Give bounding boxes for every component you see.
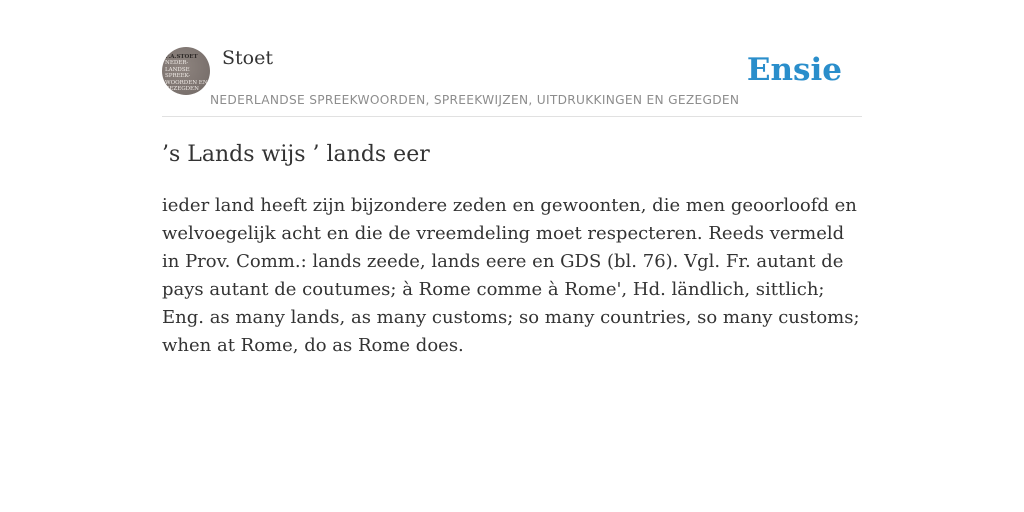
- source-subtitle: NEDERLANDSE SPREEKWOORDEN, SPREEKWIJZEN, UITDRUKKINGEN EN GEZEGDEN: [210, 93, 740, 107]
- entry-title: ’s Lands wijs ’ lands eer: [162, 142, 430, 167]
- source-name[interactable]: Stoet: [222, 47, 273, 69]
- ensie-logo-link[interactable]: Ensie: [746, 52, 842, 88]
- entry-description: ieder land heeft zijn bijzondere zeden en gewoonten, die men geoorloofd en welvoegelijk acht en die de vreemdeling moet respecteren. Reeds vermeld in Prov. Comm.: lands zeede, lands eere en GDS (bl. 76). Vgl. Fr. autant de pays autant de coutumes; à Rome comme à Rome', Hd. ländlich, sittlich; Eng. as many lands, as many customs; so many countries, so many customs; when at Rome, do as Rome does.: [162, 195, 860, 356]
- source-avatar[interactable]: [162, 47, 210, 95]
- source-header: [162, 46, 862, 117]
- avatar-author-text: F.A.STOET: [165, 54, 198, 60]
- avatar-title-text: NEDER- LANDSE SPREEK- WOORDEN EN GEZEGDEN: [165, 60, 208, 93]
- avatar-cover-text: [165, 54, 210, 92]
